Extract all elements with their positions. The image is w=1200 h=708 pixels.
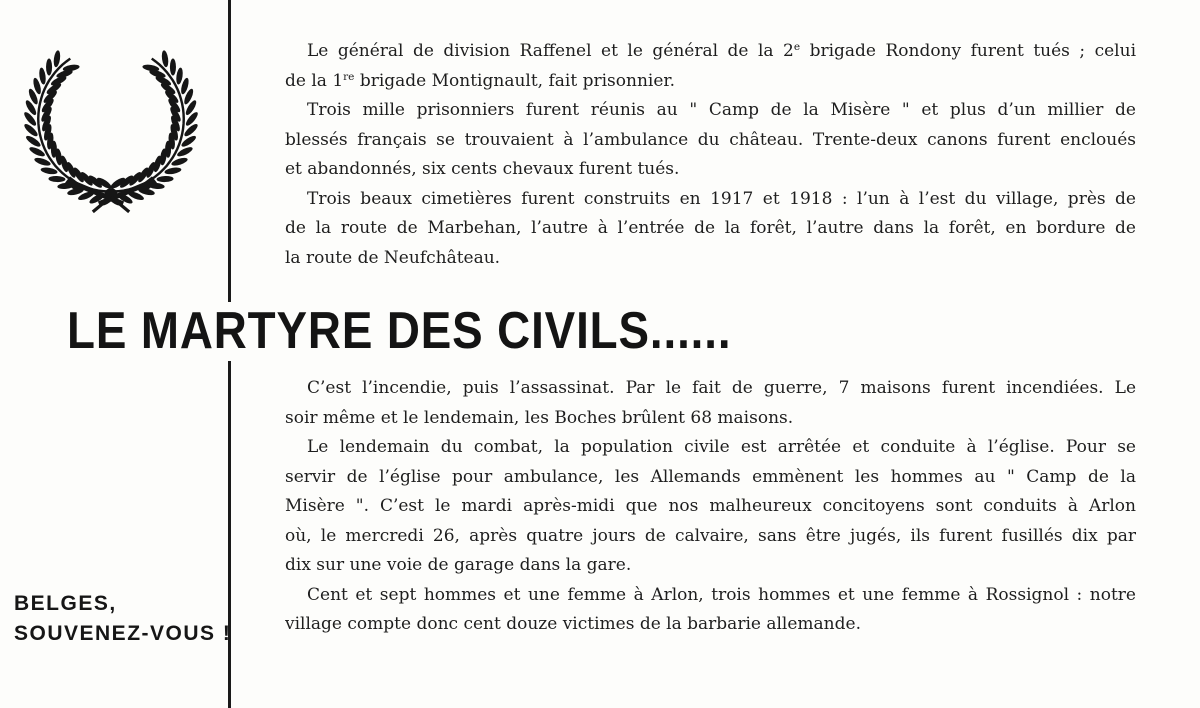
text-line: Trois beaux cimetières furent construits en 1917 et 1918 : l’un à l’est du village, près de [307,188,1136,209]
text-line: la route de Neufchâteau. [285,247,501,268]
margin-slogan [14,589,231,649]
text-line: de la route de Marbehan, l’autre à l’entrée de la forêt, l’autre dans la forêt, en bordure de [285,218,1136,238]
paragraph [285,185,1136,274]
column-rule-top [228,0,231,302]
laurel-wreath-icon [8,32,214,224]
page-title: LE MARTYRE DES CIVILS...... [67,302,732,360]
paragraph [285,433,1136,581]
text-line: soir même et le lendemain, les Boches brûlent 68 maisons. [285,407,794,428]
text-line: Cent et sept hommes et une femme à Arlon, trois hommes et une femme à Rossignol : notre [307,584,1136,605]
text-line: blessés français se trouvaient à l’ambulance du château. Trente-deux canons furent encloués [285,129,1136,150]
column-rule-bottom [228,361,231,708]
text-line: Le lendemain du combat, la population civile est arrêtée et conduite à l’église. Pour se [307,437,1136,457]
slogan-line-1: BELGES, [14,592,117,615]
text-line: village compte donc cent douze victimes de la barbarie allemande. [285,614,861,634]
text-line: et abandonnés, six cents chevaux furent tués. [285,159,680,179]
battle-aftermath-text [285,37,1136,273]
text-line: où, le mercredi 26, après quatre jours de calvaire, sans être jugés, ils furent fusillés dix par [285,525,1136,546]
slogan-line-2: SOUVENEZ-VOUS ! [14,622,232,645]
text-line: dix sur une voie de garage dans la gare. [285,555,632,575]
text-line: C’est l’incendie, puis l’assassinat. Par le fait de guerre, 7 maisons furent incendiées. Le [307,378,1136,398]
paragraph [285,96,1136,185]
paragraph [285,37,1136,96]
text-line: Trois mille prisonniers furent réunis au " Camp de la Misère " et plus d’un millier de [307,100,1136,120]
text-line: de la 1re brigade Montignault, fait prisonnier. [285,70,676,91]
superscript: e [793,41,801,53]
martyre-des-civils-text [285,374,1136,640]
text-line: servir de l’église pour ambulance, les Allemands emmènent les hommes au " Camp de la [285,466,1136,487]
superscript: re [343,70,355,83]
paragraph [285,374,1136,433]
text-line: Misère ". C’est le mardi après-midi que nos malheureux concitoyens sont conduits à Arlon [285,496,1136,516]
paragraph [285,581,1136,640]
text-line: Le général de division Raffenel et le général de la 2e brigade Rondony furent tués ; celui [307,41,1136,61]
